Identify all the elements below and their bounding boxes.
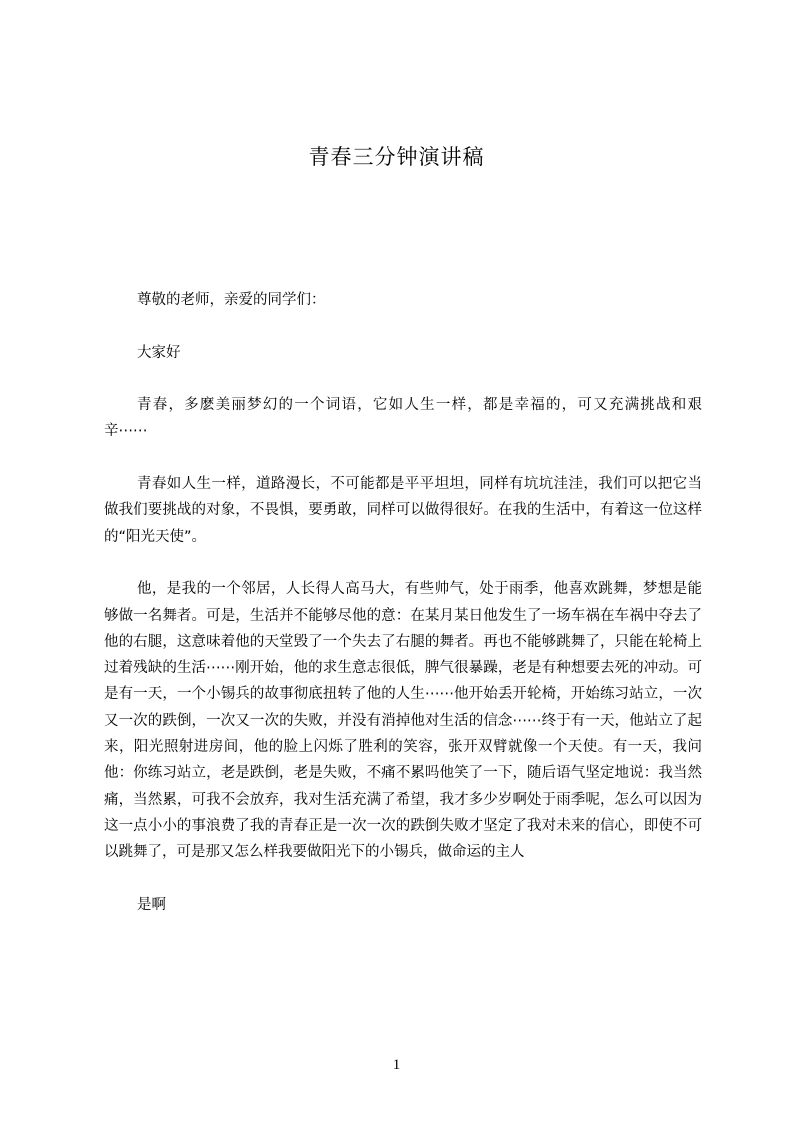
paragraph-2: 青春如人生一样，道路漫长，不可能都是平平坦坦，同样有坑坑洼洼，我们可以把它当做我们要挑战的对象，不畏惧，要勇敢，同样可以做得很好。在我的生活中，有着这一位这样的“阳光天使”。 [104, 476, 702, 545]
page-number: 1 [392, 1057, 401, 1073]
document-body [104, 287, 702, 944]
document-title: 青春三分钟演讲稿 [308, 145, 485, 169]
paragraph-3: 他，是我的一个邻居，人长得人高马大，有些帅气，处于雨季，他喜欢跳舞，梦想是能够做一名舞者。可是，生活并不能够尽他的意：在某月某日他发生了一场车祸在车祸中夺去了他的右腿，这意味着他的天堂毁了一个失去了右腿的舞者。再也不能够跳舞了，只能在轮椅上过着残缺的生活⋯⋯刚开始，他的求生意志很低，脾气很暴躁，老是有种想要去死的冲动。可是有一天，一个小锡兵的故事彻底扭转了他的人生⋯⋯他开始丢开轮椅，开始练习站立，一次又一次的跌倒，一次又一次的失败，并没有消掉他对生活的信念⋯⋯终于有一天，他站立了起来，阳光照射进房间，他的脸上闪烁了胜利的笑容，张开双臂就像一个天使。有一天，我问他：你练习站立，老是跌倒，老是失败，不痛不累吗他笑了一下，随后语气坚定地说：我当然痛，当然累，可我不会放弃，我对生活充满了希望，我才多少岁啊处于雨季呢，怎么可以因为这一点小小的事浪费了我的青春正是一次一次的跌倒失败才坚定了我对未来的信心，即使不可以跳舞了，可是那又怎么样我要做阳光下的小锡兵，做命运的主人 [104, 581, 702, 861]
paragraph-1: 青春，多麽美丽梦幻的一个词语，它如人生一样，都是幸福的，可又充满挑战和艰辛⋯⋯ [104, 397, 702, 440]
paragraph-greeting: 大家好 [137, 344, 181, 361]
paragraph-4: 是啊 [137, 896, 166, 913]
paragraph-salutation: 尊敬的老师，亲爱的同学们： [137, 292, 326, 308]
